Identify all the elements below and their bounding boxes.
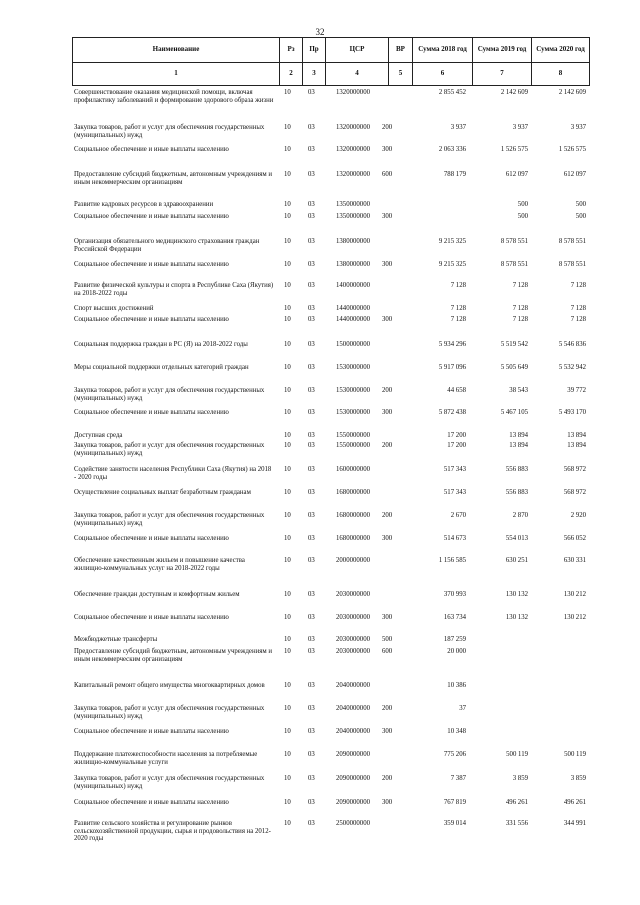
cell-vr: 300 xyxy=(382,535,393,542)
cell-csr: 2000000000 xyxy=(336,557,370,564)
cell-pr: 03 xyxy=(308,648,315,655)
cell-csr: 2030000000 xyxy=(336,648,370,655)
cell-csr: 2040000000 xyxy=(336,728,370,735)
cell-pr: 03 xyxy=(308,409,315,416)
cell-vr: 600 xyxy=(382,171,393,178)
cell-csr: 1380000000 xyxy=(336,238,370,245)
cell-v18: 2 670 xyxy=(450,512,466,519)
cell-v19: 7 128 xyxy=(512,282,528,289)
cell-v18: 17 200 xyxy=(447,432,466,439)
cell-name: Обеспечение граждан доступным и комфортным жильем xyxy=(74,591,240,598)
cell-v19: 13 894 xyxy=(509,432,528,439)
cell-csr: 2030000000 xyxy=(336,614,370,621)
cell-v20: 568 972 xyxy=(563,489,586,496)
cell-v18: 10 386 xyxy=(447,682,466,689)
cell-pr: 03 xyxy=(308,146,315,153)
cell-pr: 03 xyxy=(308,282,315,289)
cell-csr: 2040000000 xyxy=(336,682,370,689)
cell-vr: 200 xyxy=(382,387,393,394)
cell-v20: 500 xyxy=(575,213,586,220)
cell-pr: 03 xyxy=(308,364,315,371)
cell-vr: 300 xyxy=(382,213,393,220)
cell-csr: 1530000000 xyxy=(336,409,370,416)
page-number: 32 xyxy=(315,27,325,37)
cell-rz: 10 xyxy=(284,364,291,371)
cell-csr: 1680000000 xyxy=(336,512,370,519)
cell-rz: 10 xyxy=(284,512,291,519)
cell-name: Закупка товаров, работ и услуг для обеспечения государственных (муниципальных) нужд xyxy=(74,124,265,139)
colnum-3: 3 xyxy=(302,62,326,86)
cell-v20: 2 920 xyxy=(570,512,586,519)
cell-rz: 10 xyxy=(284,387,291,394)
cell-v19: 556 883 xyxy=(505,466,528,473)
cell-name: Доступная среда xyxy=(74,432,123,439)
header-name: Наименование xyxy=(72,37,280,63)
cell-v19: 630 251 xyxy=(505,557,528,564)
cell-rz: 10 xyxy=(284,305,291,312)
cell-v20: 8 578 551 xyxy=(558,238,586,245)
cell-v18: 5 934 296 xyxy=(438,341,466,348)
cell-v20: 5 493 170 xyxy=(558,409,586,416)
cell-csr: 2500000000 xyxy=(336,820,370,827)
cell-pr: 03 xyxy=(308,728,315,735)
cell-v20: 3 937 xyxy=(570,124,586,131)
cell-v19: 556 883 xyxy=(505,489,528,496)
cell-pr: 03 xyxy=(308,489,315,496)
cell-v18: 788 179 xyxy=(443,171,466,178)
cell-pr: 03 xyxy=(308,636,315,643)
cell-v20: 5 546 836 xyxy=(558,341,586,348)
cell-name: Закупка товаров, работ и услуг для обеспечения государственных (муниципальных) нужд xyxy=(74,442,265,457)
cell-pr: 03 xyxy=(308,238,315,245)
cell-vr: 200 xyxy=(382,775,393,782)
cell-name: Совершенствование оказания медицинской помощи, включая профилактику заболеваний и формирование здорового образа жизни xyxy=(74,89,274,104)
cell-v20: 13 894 xyxy=(567,442,586,449)
cell-v20: 496 261 xyxy=(563,799,586,806)
cell-v18: 2 063 336 xyxy=(438,146,466,153)
cell-csr: 1440000000 xyxy=(336,305,370,312)
cell-csr: 1600000000 xyxy=(336,466,370,473)
cell-name: Закупка товаров, работ и услуг для обеспечения государственных (муниципальных) нужд xyxy=(74,387,265,402)
cell-csr: 2090000000 xyxy=(336,751,370,758)
cell-name: Обеспечение качественным жильем и повышение качества жилищно-коммунальных услуг на 2018-2022 годы xyxy=(74,557,245,572)
cell-v19: 3 937 xyxy=(512,124,528,131)
cell-v19: 3 859 xyxy=(512,775,528,782)
cell-v19: 7 128 xyxy=(512,316,528,323)
cell-v20: 344 991 xyxy=(563,820,586,827)
cell-name: Предоставление субсидий бюджетным, автономным учреждениям и иным некоммерческим организациям xyxy=(74,648,272,663)
cell-v19: 500 119 xyxy=(506,751,528,758)
colnum-6: 6 xyxy=(412,62,473,86)
cell-csr: 1380000000 xyxy=(336,261,370,268)
cell-csr: 1550000000 xyxy=(336,442,370,449)
cell-v19: 8 578 551 xyxy=(500,261,528,268)
cell-csr: 1320000000 xyxy=(336,124,370,131)
cell-v20: 2 142 609 xyxy=(558,89,586,96)
cell-csr: 1350000000 xyxy=(336,213,370,220)
cell-pr: 03 xyxy=(308,89,315,96)
colnum-8: 8 xyxy=(531,62,590,86)
header-pr: Пр xyxy=(302,37,326,63)
cell-v20: 7 128 xyxy=(570,305,586,312)
cell-name: Содействие занятости населения Республики Саха (Якутия) на 2018 - 2020 годы xyxy=(74,466,272,481)
cell-name: Социальное обеспечение и иные выплаты населению xyxy=(74,614,229,621)
cell-rz: 10 xyxy=(284,705,291,712)
cell-name: Закупка товаров, работ и услуг для обеспечения государственных (муниципальных) нужд xyxy=(74,775,265,790)
cell-v19: 8 578 551 xyxy=(500,238,528,245)
cell-name: Развитие сельского хозяйства и регулирование рынков сельскохозяйственной продукции, сырья и продовольствия на 2012-2020 годы xyxy=(74,820,271,843)
cell-csr: 1400000000 xyxy=(336,282,370,289)
cell-name: Социальное обеспечение и иные выплаты населению xyxy=(74,409,229,416)
cell-pr: 03 xyxy=(308,213,315,220)
cell-pr: 03 xyxy=(308,432,315,439)
cell-rz: 10 xyxy=(284,171,291,178)
cell-rz: 10 xyxy=(284,682,291,689)
cell-vr: 300 xyxy=(382,614,393,621)
cell-v19: 13 894 xyxy=(509,442,528,449)
cell-rz: 10 xyxy=(284,648,291,655)
cell-csr: 1350000000 xyxy=(336,201,370,208)
cell-v19: 500 xyxy=(517,213,528,220)
cell-v18: 9 215 325 xyxy=(438,261,466,268)
cell-vr: 300 xyxy=(382,409,393,416)
cell-pr: 03 xyxy=(308,535,315,542)
cell-rz: 10 xyxy=(284,124,291,131)
cell-v19: 130 132 xyxy=(505,591,528,598)
cell-csr: 1320000000 xyxy=(336,89,370,96)
cell-v19: 2 142 609 xyxy=(500,89,528,96)
cell-rz: 10 xyxy=(284,751,291,758)
cell-csr: 1440000000 xyxy=(336,316,370,323)
cell-name: Осуществление социальных выплат безработным гражданам xyxy=(74,489,251,496)
cell-vr: 300 xyxy=(382,728,393,735)
cell-v19: 496 261 xyxy=(505,799,528,806)
cell-pr: 03 xyxy=(308,316,315,323)
cell-rz: 10 xyxy=(284,238,291,245)
cell-v19: 5 467 105 xyxy=(500,409,528,416)
cell-v18: 517 343 xyxy=(443,489,466,496)
cell-pr: 03 xyxy=(308,751,315,758)
cell-v18: 370 993 xyxy=(443,591,466,598)
cell-name: Социальное обеспечение и иные выплаты населению xyxy=(74,799,229,806)
cell-pr: 03 xyxy=(308,261,315,268)
cell-rz: 10 xyxy=(284,442,291,449)
cell-rz: 10 xyxy=(284,146,291,153)
cell-pr: 03 xyxy=(308,442,315,449)
cell-v18: 359 014 xyxy=(443,820,466,827)
header-rz: Рз xyxy=(279,37,303,63)
cell-v19: 331 556 xyxy=(505,820,528,827)
cell-csr: 1500000000 xyxy=(336,341,370,348)
cell-v18: 163 734 xyxy=(443,614,466,621)
cell-v18: 5 872 438 xyxy=(438,409,466,416)
cell-name: Социальное обеспечение и иные выплаты населению xyxy=(74,213,229,220)
cell-v20: 500 119 xyxy=(564,751,586,758)
cell-pr: 03 xyxy=(308,775,315,782)
cell-pr: 03 xyxy=(308,387,315,394)
cell-v18: 1 156 585 xyxy=(438,557,466,564)
cell-rz: 10 xyxy=(284,282,291,289)
cell-rz: 10 xyxy=(284,201,291,208)
cell-csr: 1550000000 xyxy=(336,432,370,439)
cell-v19: 2 870 xyxy=(512,512,528,519)
cell-v19: 130 132 xyxy=(505,614,528,621)
cell-pr: 03 xyxy=(308,171,315,178)
cell-v18: 3 937 xyxy=(450,124,466,131)
cell-pr: 03 xyxy=(308,799,315,806)
cell-v20: 566 052 xyxy=(563,535,586,542)
cell-v18: 17 200 xyxy=(447,442,466,449)
cell-rz: 10 xyxy=(284,466,291,473)
cell-name: Социальное обеспечение и иные выплаты населению xyxy=(74,146,229,153)
cell-v20: 13 894 xyxy=(567,432,586,439)
colnum-2: 2 xyxy=(279,62,303,86)
cell-csr: 1680000000 xyxy=(336,535,370,542)
cell-v18: 7 128 xyxy=(450,305,466,312)
cell-pr: 03 xyxy=(308,820,315,827)
cell-rz: 10 xyxy=(284,316,291,323)
cell-csr: 1530000000 xyxy=(336,364,370,371)
cell-v20: 5 532 942 xyxy=(558,364,586,371)
cell-vr: 200 xyxy=(382,124,393,131)
cell-name: Закупка товаров, работ и услуг для обеспечения государственных (муниципальных) нужд xyxy=(74,705,265,720)
cell-name: Предоставление субсидий бюджетным, автономным учреждениям и иным некоммерческим организациям xyxy=(74,171,272,186)
cell-v18: 7 128 xyxy=(450,316,466,323)
cell-csr: 1320000000 xyxy=(336,146,370,153)
cell-v19: 1 526 575 xyxy=(500,146,528,153)
cell-rz: 10 xyxy=(284,820,291,827)
cell-vr: 300 xyxy=(382,316,393,323)
colnum-4: 4 xyxy=(325,62,389,86)
cell-name: Капитальный ремонт общего имущества многоквартирных домов xyxy=(74,682,265,689)
cell-vr: 200 xyxy=(382,442,393,449)
cell-name: Межбюджетные трансферты xyxy=(74,636,158,643)
cell-csr: 1530000000 xyxy=(336,387,370,394)
cell-v20: 3 859 xyxy=(570,775,586,782)
cell-v20: 7 128 xyxy=(570,316,586,323)
cell-v18: 187 259 xyxy=(443,636,466,643)
cell-v18: 9 215 325 xyxy=(438,238,466,245)
header-2020: Сумма 2020 год xyxy=(531,37,590,63)
cell-v18: 10 348 xyxy=(447,728,466,735)
cell-name: Развитие физической культуры и спорта в Республике Саха (Якутия) на 2018-2022 годы xyxy=(74,282,274,297)
cell-v18: 7 128 xyxy=(450,282,466,289)
cell-v19: 5 505 649 xyxy=(500,364,528,371)
cell-name: Социальное обеспечение и иные выплаты населению xyxy=(74,535,229,542)
header-vr: ВР xyxy=(388,37,413,63)
cell-rz: 10 xyxy=(284,213,291,220)
cell-rz: 10 xyxy=(284,775,291,782)
cell-pr: 03 xyxy=(308,201,315,208)
cell-vr: 600 xyxy=(382,648,393,655)
cell-rz: 10 xyxy=(284,591,291,598)
cell-name: Социальное обеспечение и иные выплаты населению xyxy=(74,728,229,735)
cell-csr: 1680000000 xyxy=(336,489,370,496)
cell-rz: 10 xyxy=(284,557,291,564)
cell-vr: 300 xyxy=(382,799,393,806)
cell-csr: 1320000000 xyxy=(336,171,370,178)
cell-v18: 514 673 xyxy=(443,535,466,542)
cell-rz: 10 xyxy=(284,89,291,96)
cell-v20: 130 212 xyxy=(563,614,586,621)
cell-v20: 39 772 xyxy=(567,387,586,394)
cell-name: Закупка товаров, работ и услуг для обеспечения государственных (муниципальных) нужд xyxy=(74,512,265,527)
cell-vr: 300 xyxy=(382,261,393,268)
cell-csr: 2030000000 xyxy=(336,591,370,598)
cell-pr: 03 xyxy=(308,124,315,131)
cell-name: Спорт высших достижений xyxy=(74,305,154,312)
header-2018: Сумма 2018 год xyxy=(412,37,473,63)
cell-v18: 767 819 xyxy=(443,799,466,806)
colnum-5: 5 xyxy=(388,62,413,86)
cell-rz: 10 xyxy=(284,432,291,439)
colnum-1: 1 xyxy=(72,62,280,86)
cell-v20: 8 578 551 xyxy=(558,261,586,268)
cell-pr: 03 xyxy=(308,557,315,564)
cell-rz: 10 xyxy=(284,636,291,643)
cell-v19: 554 013 xyxy=(505,535,528,542)
cell-name: Социальная поддержка граждан в РС (Я) на 2018-2022 годы xyxy=(74,341,248,348)
cell-rz: 10 xyxy=(284,489,291,496)
header-csr: ЦСР xyxy=(325,37,389,63)
cell-v19: 7 128 xyxy=(512,305,528,312)
cell-csr: 2090000000 xyxy=(336,799,370,806)
cell-v18: 775 206 xyxy=(443,751,466,758)
cell-pr: 03 xyxy=(308,705,315,712)
cell-v18: 37 xyxy=(459,705,466,712)
cell-name: Поддержание платежеспособности населения за потребляемые жилищно-коммунальные услуги xyxy=(74,751,258,766)
cell-csr: 2090000000 xyxy=(336,775,370,782)
cell-rz: 10 xyxy=(284,614,291,621)
cell-rz: 10 xyxy=(284,261,291,268)
cell-v19: 612 097 xyxy=(505,171,528,178)
cell-v18: 5 917 096 xyxy=(438,364,466,371)
cell-v20: 630 331 xyxy=(563,557,586,564)
cell-name: Социальное обеспечение и иные выплаты населению xyxy=(74,261,229,268)
cell-pr: 03 xyxy=(308,466,315,473)
cell-csr: 2030000000 xyxy=(336,636,370,643)
cell-pr: 03 xyxy=(308,341,315,348)
cell-v18: 20 000 xyxy=(447,648,466,655)
cell-name: Меры социальной поддержки отдельных категорий граждан xyxy=(74,364,249,371)
cell-pr: 03 xyxy=(308,512,315,519)
cell-vr: 300 xyxy=(382,146,393,153)
cell-rz: 10 xyxy=(284,535,291,542)
cell-v20: 500 xyxy=(575,201,586,208)
cell-v20: 612 097 xyxy=(563,171,586,178)
cell-name: Организация обязательного медицинского страхования граждан Российской Федерации xyxy=(74,238,260,253)
cell-name: Развитие кадровых ресурсов в здравоохранении xyxy=(74,201,214,208)
colnum-7: 7 xyxy=(472,62,532,86)
header-2019: Сумма 2019 год xyxy=(472,37,532,63)
cell-name: Социальное обеспечение и иные выплаты населению xyxy=(74,316,229,323)
cell-rz: 10 xyxy=(284,799,291,806)
cell-v19: 38 543 xyxy=(509,387,528,394)
cell-rz: 10 xyxy=(284,728,291,735)
cell-vr: 200 xyxy=(382,512,393,519)
cell-pr: 03 xyxy=(308,682,315,689)
cell-pr: 03 xyxy=(308,591,315,598)
cell-pr: 03 xyxy=(308,305,315,312)
cell-csr: 2040000000 xyxy=(336,705,370,712)
cell-v20: 568 972 xyxy=(563,466,586,473)
cell-v19: 500 xyxy=(517,201,528,208)
cell-v20: 130 212 xyxy=(563,591,586,598)
cell-pr: 03 xyxy=(308,614,315,621)
cell-rz: 10 xyxy=(284,409,291,416)
cell-rz: 10 xyxy=(284,341,291,348)
cell-v18: 44 658 xyxy=(447,387,466,394)
cell-v19: 5 519 542 xyxy=(500,341,528,348)
cell-v20: 1 526 575 xyxy=(558,146,586,153)
cell-vr: 500 xyxy=(382,636,393,643)
cell-v18: 517 343 xyxy=(443,466,466,473)
cell-vr: 200 xyxy=(382,705,393,712)
cell-v18: 7 387 xyxy=(450,775,466,782)
cell-v20: 7 128 xyxy=(570,282,586,289)
cell-v18: 2 855 452 xyxy=(438,89,466,96)
